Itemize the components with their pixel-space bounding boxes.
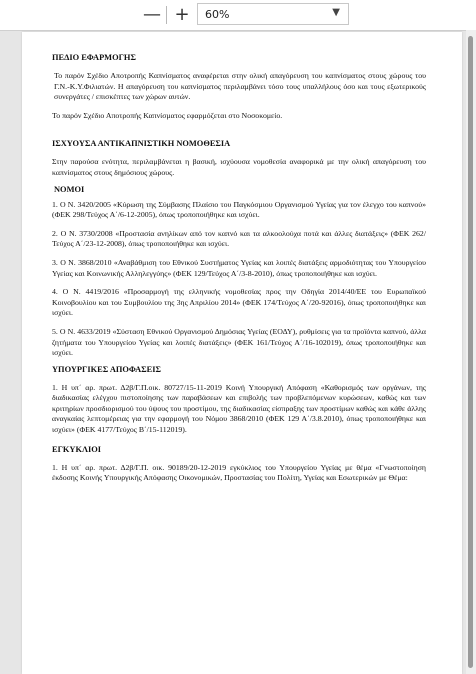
zoom-level-value: 60%	[205, 7, 230, 21]
legislation-intro: Στην παρούσα ενότητα, περιλαμβάνεται η βασική, ισχύουσα νομοθεσία αναφορικά με την ολική απαγόρευση του καπνίσματος στους δημόσιους χώρους.	[52, 157, 426, 177]
section-title-legislation: ΙΣΧΥΟΥΣΑ ΑΝΤΙΚΑΠΝΙΣΤΙΚΗ ΝΟΜΟΘΕΣΙΑ	[52, 139, 231, 149]
zoom-level-select[interactable]	[197, 3, 349, 25]
chevron-down-icon: ▼	[332, 7, 340, 18]
toolbar-divider	[166, 6, 167, 24]
ministerial-decisions-heading: ΥΠΟΥΡΓΙΚΕΣ ΑΠΟΦΑΣΕΙΣ	[52, 364, 161, 374]
ministerial-decision-item: 1. Η υπ΄ αρ. πρωτ. Δ2β/Γ.Π.οικ. 80727/15-11-2019 Κοινή Υπουργική Απόφαση «Καθορισμός των οργάνων, της διαδικασίας ελέγχου πιστοποίησης των παραβάσεων και επιβολής των προβλεπόμενων κυρώσεων, καθώς και των κριτηρίων προσδιορισμού του ύψους του προστίμου, της διαδικασίας είσπραξης των προστίμων καθώς και κάθε άλλης αναγκαίας λεπτομέρειας για την εφαρμογή του Νόμου 3868/2010 (ΦΕΚ 129 Α΄/3.8.2010), όπως τροποποιήθηκε και ισχύει» (ΦΕΚ 4177/Τεύχος Β΄/15-112019).	[52, 382, 426, 435]
law-item: 2. Ο Ν. 3730/2008 «Προστασία ανηλίκων από τον καπνό και τα αλκοολούχα ποτά και άλλες διατάξεις» (ΦΕΚ 262/Τεύχος Α΄/23-12-2008), όπως τροποποιήθηκε και ισχύει.	[52, 228, 426, 249]
scrollbar-thumb[interactable]	[468, 36, 473, 668]
law-item: 1. Ο Ν. 3420/2005 «Κύρωση της Σύμβασης Πλαίσιο του Παγκόσμιου Οργανισμού Υγείας για τον έλεγχο του καπνού» (ΦΕΚ 298/Τεύχος Α΄/6-12-2005), όπως τροποποιήθηκε και ισχύει.	[52, 199, 426, 220]
law-item: 4. Ο Ν. 4419/2016 «Προσαρμογή της ελληνικής νομοθεσίας προς την Οδηγία 2014/40/ΕΕ του Ευρωπαϊκού Κοινοβουλίου και του Συμβουλίου της 3ης Απριλίου 2014» (ΦΕΚ 174/Τεύχος Α΄/20-92016), όπως τροποποιήθηκε και ισχύει.	[52, 287, 426, 318]
scope-paragraph-1: Το παρόν Σχέδιο Αποτροπής Καπνίσματος αναφέρεται στην ολική απαγόρευση του καπνίσματος στους χώρους του Γ.Ν.-Κ.Υ.Φιλιατών. Η απαγόρευση του καπνίσματος περιλαμβάνει τόσο τους υπαλλήλους όσο και τους εξωτερικούς συνεργάτες / επισκέπτες των χώρων αυτών.	[54, 71, 426, 102]
law-item: 5. Ο Ν. 4633/2019 «Σύσταση Εθνικού Οργανισμού Δημόσιας Υγείας (ΕΟΔΥ), ρυθμίσεις για τα προϊόντα καπνού, άλλα ζητήματα του Υπουργείου Υγείας και λοιπές διατάξεις» (ΦΕΚ 161/Τεύχος Α΄/16-102019), όπως τροποποιήθηκε και ισχύει.	[52, 326, 426, 358]
document-content	[52, 52, 426, 484]
law-item: 3. Ο Ν. 3868/2010 «Αναβάθμιση του Εθνικού Συστήματος Υγείας και λοιπές διατάξεις αρμοδιότητας του Υπουργείου Υγείας και Κοινωνικής Αλληλεγγύης» (ΦΕΚ 129/Τεύχος Α΄/3-8-2010), όπως τροποποιήθηκε και ισχύει.	[52, 257, 426, 278]
circular-item: 1. Η υπ΄ αρ. πρωτ. Δ2β/Γ.Π. οικ. 90189/20-12-2019 εγκύκλιος του Υπουργείου Υγείας με θέμα «Γνωστοποίηση έκδοσης Κοινής Υπουργικής Απόφασης Οικονομικών, Προστασίας του Πολίτη, Υγείας και Εσωτερικών με Θέμα:	[52, 462, 426, 483]
zoom-in-button[interactable]: +	[174, 4, 190, 25]
zoom-out-button[interactable]: —	[143, 4, 161, 25]
scope-paragraph-2: Το παρόν Σχέδιο Αποτροπής Καπνίσματος εφαρμόζεται στο Νοσοκομείο.	[52, 110, 283, 120]
pdf-toolbar	[0, 0, 476, 31]
circulars-heading: ΕΓΚΥΚΛΙΟΙ	[52, 444, 102, 454]
laws-heading: ΝΟΜΟΙ	[54, 184, 85, 194]
section-title-scope: ΠΕΔΙΟ ΕΦΑΡΜΟΓΗΣ	[52, 53, 136, 62]
